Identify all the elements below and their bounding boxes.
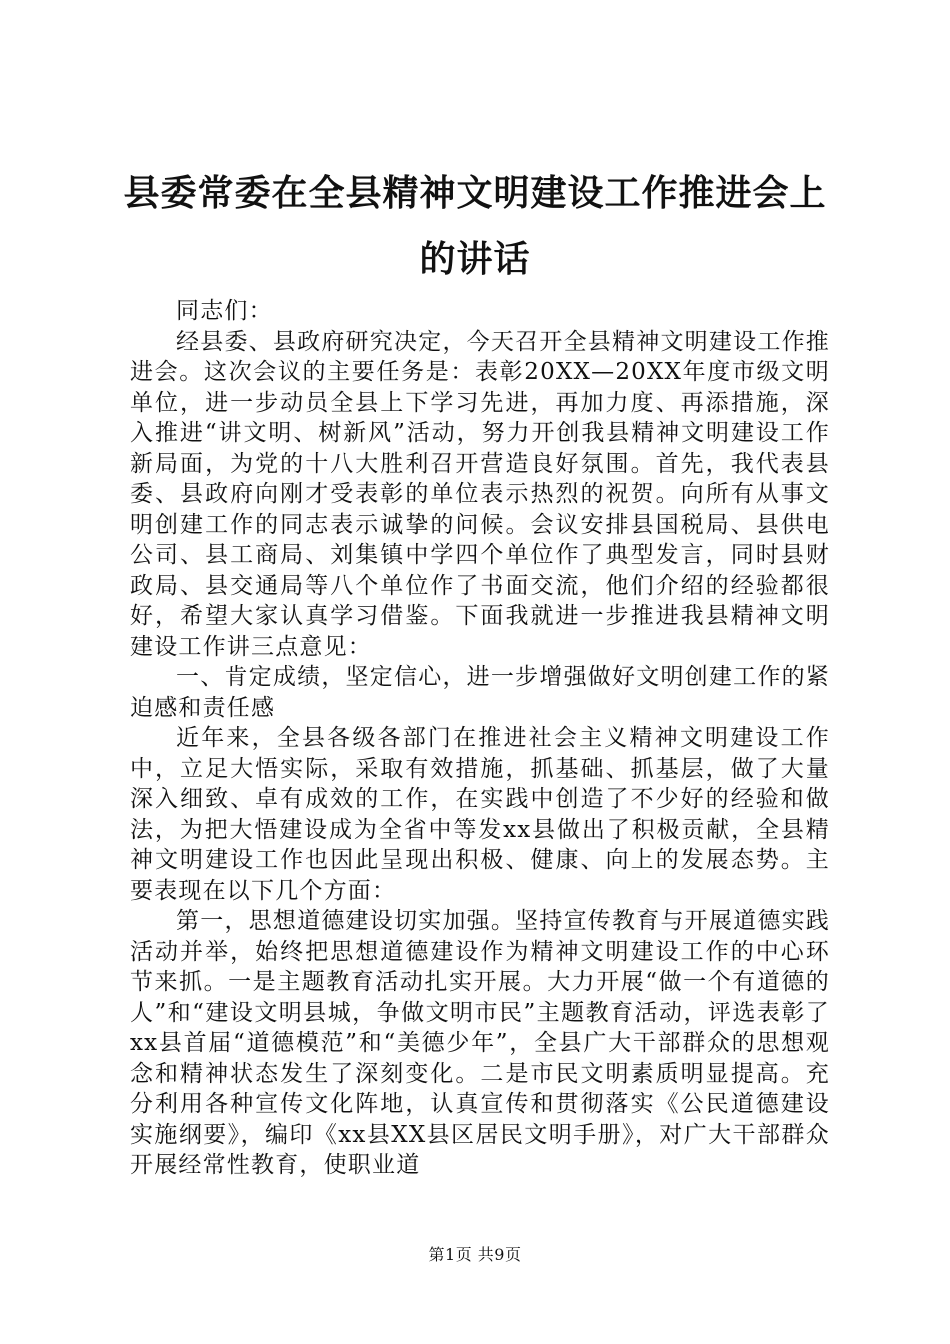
document-title: 县委常委在全县精神文明建设工作推进会上的讲话 <box>123 172 827 280</box>
page-number-footer: 第1页 共9页 <box>428 1245 522 1264</box>
paragraph-achievements: 近年来，全县各级各部门在推进社会主义精神文明建设工作中，立足大悟实际，采取有效措施，抓基础、抓基层，做了大量深入细致、卓有成效的工作，在实践中创造了不少好的经验和做法，为把大悟建设成为全省中等发xx县做出了积极贡献，全县精神文明建设工作也因此呈现出积极、健康、向上的发展态势。主要表现在以下几个方面： <box>130 725 830 904</box>
document-body <box>130 296 830 1181</box>
paragraph-opening: 经县委、县政府研究决定，今天召开全县精神文明建设工作推进会。这次会议的主要任务是：表彰20XX—20XX年度市级文明单位，进一步动员全县上下学习先进，再加力度、再添措施，深入推进“讲文明、树新风”活动，努力开创我县精神文明建设工作新局面，为党的十八大胜利召开营造良好氛围。首先，我代表县委、县政府向刚才受表彰的单位表示热烈的祝贺。向所有从事文明创建工作的同志表示诚挚的问候。会议安排县国税局、县供电公司、县工商局、刘集镇中学四个单位作了典型发言，同时县财政局、县交通局等八个单位作了书面交流，他们介绍的经验都很好，希望大家认真学习借鉴。下面我就进一步推进我县精神文明建设工作讲三点意见： <box>130 328 830 660</box>
section-heading-1: 一、肯定成绩，坚定信心，进一步增强做好文明创建工作的紧迫感和责任感 <box>130 664 830 721</box>
paragraph-salutation: 同志们： <box>176 298 273 324</box>
paragraph-moral-construction: 第一，思想道德建设切实加强。坚持宣传教育与开展道德实践活动并举，始终把思想道德建设作为精神文明建设工作的中心环节来抓。一是主题教育活动扎实开展。大力开展“做一个有道德的人”和“建设文明县城，争做文明市民”主题教育活动，评选表彰了xx县首届“道德模范”和“美德少年”，全县广大干部群众的思想观念和精神状态发生了深刻变化。二是市民文明素质明显提高。充分利用各种宣传文化阵地，认真宣传和贯彻落实《公民道德建设实施纲要》，编印《xx县XX县区居民文明手册》，对广大干部群众开展经常性教育，使职业道 <box>130 908 830 1178</box>
